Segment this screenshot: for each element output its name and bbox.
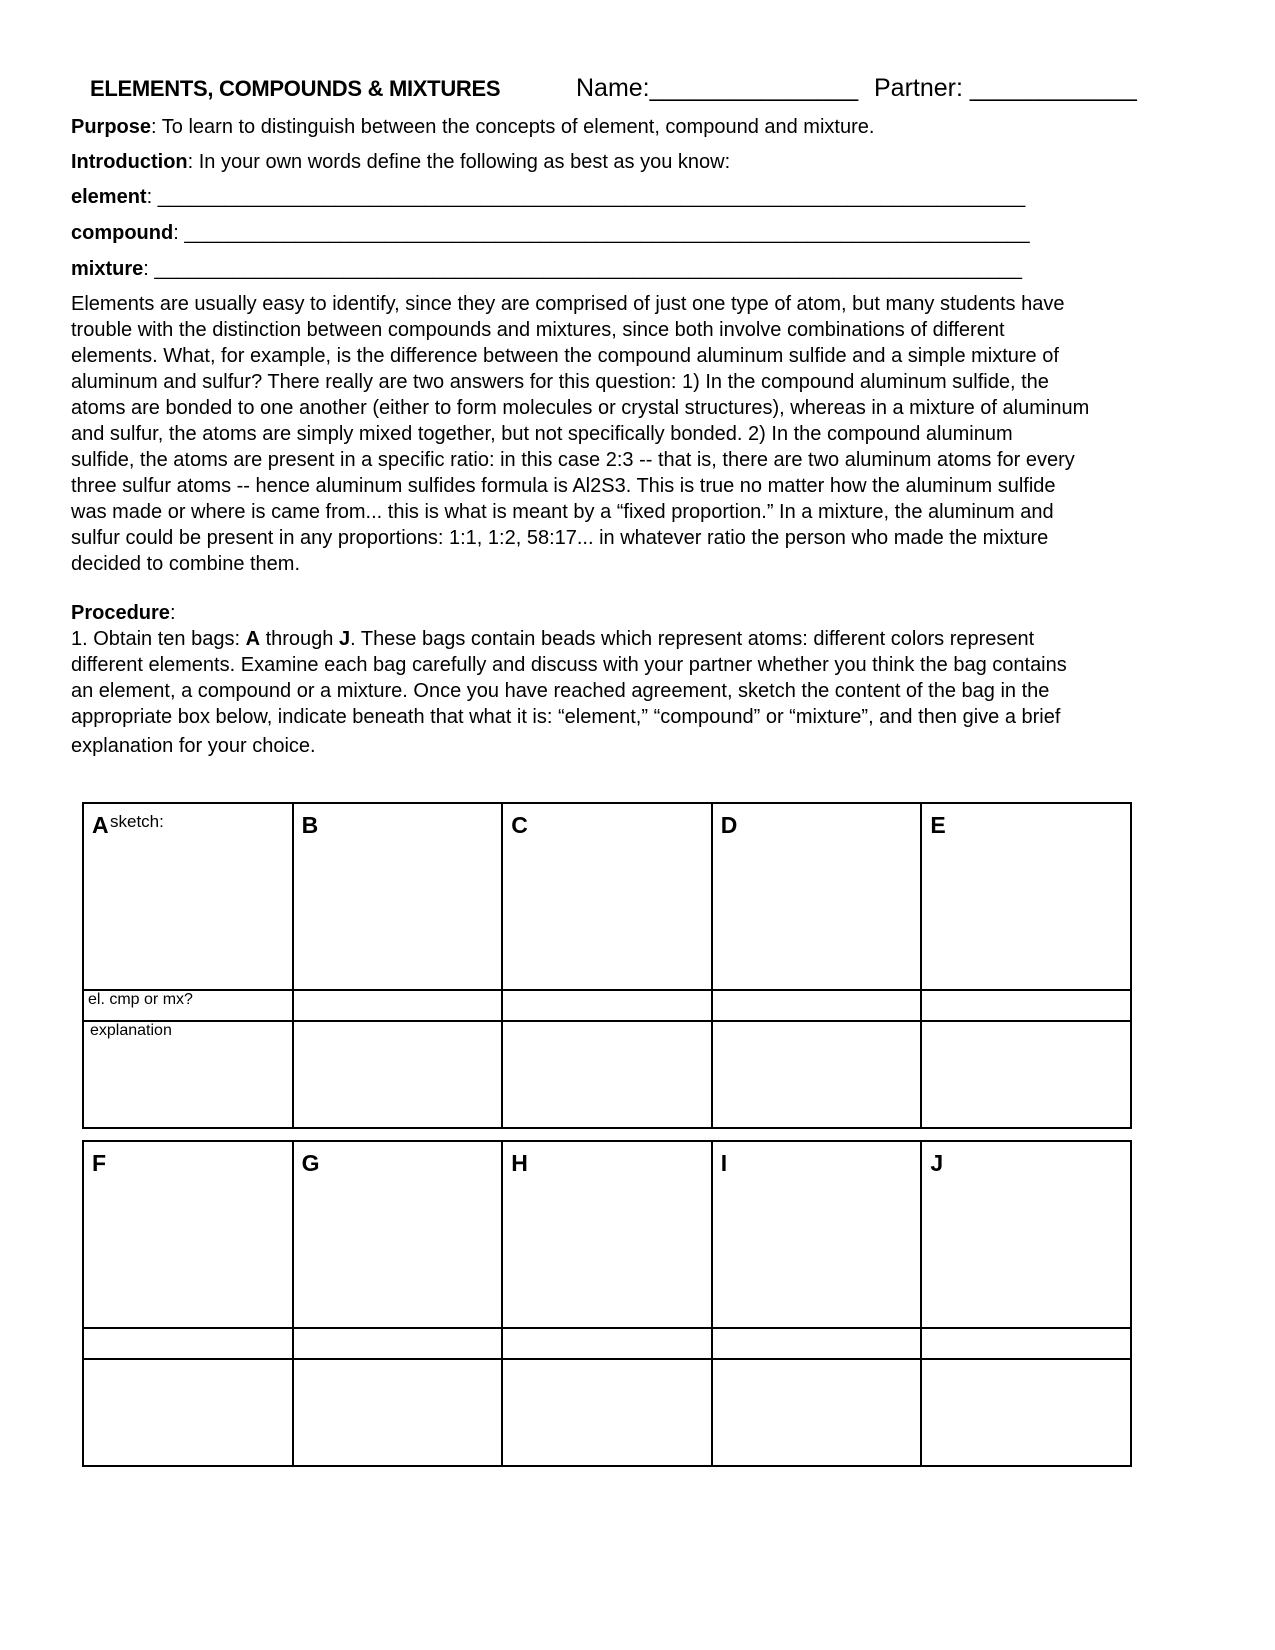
type-cell-g[interactable] bbox=[293, 1328, 503, 1359]
introduction-label: Introduction bbox=[71, 151, 188, 173]
explanation-row-label: explanation bbox=[90, 1022, 172, 1039]
bag-letter: A bbox=[92, 812, 109, 838]
bag-letter: I bbox=[720, 1150, 728, 1176]
definition-blank[interactable]: : ______________________________________________________________________________ bbox=[143, 258, 1022, 280]
bag-letter: E bbox=[930, 812, 946, 838]
explanation-cell-h[interactable] bbox=[502, 1359, 712, 1466]
sketch-cell-h[interactable] bbox=[502, 1141, 712, 1328]
sketch-cell-i[interactable] bbox=[712, 1141, 922, 1328]
procedure-colon: : bbox=[169, 602, 176, 624]
type-cell-h[interactable] bbox=[502, 1328, 712, 1359]
paragraph-line: aluminum and sulfur? There really are two answers for this question: 1) In the compound aluminum sulfide, the bbox=[71, 371, 1049, 393]
definition-term: mixture bbox=[71, 258, 144, 280]
procedure-line: explanation for your choice. bbox=[71, 735, 316, 757]
sketch-cell-e[interactable] bbox=[921, 803, 1131, 990]
bag-letter: D bbox=[720, 812, 738, 838]
sketch-cell-j[interactable] bbox=[921, 1141, 1131, 1328]
sketch-cell-f[interactable] bbox=[83, 1141, 293, 1328]
paragraph-line: decided to combine them. bbox=[71, 553, 301, 575]
type-cell-a[interactable] bbox=[83, 990, 293, 1021]
bag-letter: C bbox=[511, 812, 528, 838]
procedure-line: different elements. Examine each bag carefully and discuss with your partner whether you think the bag contains bbox=[71, 654, 1067, 676]
explanation-cell-a[interactable] bbox=[83, 1021, 293, 1128]
sketch-cell-a[interactable] bbox=[83, 803, 293, 990]
paragraph-line: Elements are usually easy to identify, since they are comprised of just one type of atom, but many students have bbox=[71, 293, 1065, 315]
explanation-cell-e[interactable] bbox=[921, 1021, 1131, 1128]
worksheet-title: ELEMENTS, COMPOUNDS & MIXTURES bbox=[90, 76, 501, 101]
explanation-cell-g[interactable] bbox=[293, 1359, 503, 1466]
sketch-cell-g[interactable] bbox=[293, 1141, 503, 1328]
paragraph-line: trouble with the distinction between compounds and mixtures, since both involve combinations of different bbox=[71, 319, 1005, 341]
paragraph-line: sulfide, the atoms are present in a specific ratio: in this case 2:3 -- that is, there are two aluminum atoms for every bbox=[71, 449, 1075, 471]
first-bag: A bbox=[245, 628, 261, 650]
type-row-label: el. cmp or mx? bbox=[88, 991, 193, 1008]
bag-letter: H bbox=[511, 1150, 528, 1176]
bag-letter: J bbox=[930, 1150, 944, 1176]
bag-letter: G bbox=[301, 1150, 320, 1176]
explanation-paragraph bbox=[71, 291, 1156, 577]
purpose-label: Purpose bbox=[71, 116, 152, 138]
explanation-cell-j[interactable] bbox=[921, 1359, 1131, 1466]
type-cell-e[interactable] bbox=[921, 990, 1131, 1021]
purpose-text: : To learn to distinguish between the concepts of element, compound and mixture. bbox=[151, 116, 875, 138]
purpose-line bbox=[71, 116, 874, 139]
answer-table-a-e bbox=[82, 802, 1132, 1129]
sketch-cell-c[interactable] bbox=[502, 803, 712, 990]
paragraph-line: atoms are bonded to one another (either to form molecules or crystal structures), whereas in a mixture of aluminum bbox=[71, 397, 1090, 419]
step-text: . These bags contain beads which represent atoms: different colors represent bbox=[350, 628, 1035, 650]
procedure-section bbox=[71, 600, 1156, 759]
paragraph-line: was made or where is came from... this is what is meant by a “fixed proportion.” In a mixture, the aluminum and bbox=[71, 501, 1054, 523]
answer-table-f-j bbox=[82, 1140, 1132, 1467]
definition-element[interactable] bbox=[71, 186, 1025, 209]
type-cell-j[interactable] bbox=[921, 1328, 1131, 1359]
step-number: 1. Obtain ten bags: bbox=[71, 628, 246, 650]
procedure-line: an element, a compound or a mixture. Once you have reached agreement, sketch the content of the bag in the bbox=[71, 680, 1050, 702]
sketch-cell-d[interactable] bbox=[712, 803, 922, 990]
paragraph-line: and sulfur, the atoms are simply mixed together, but not specifically bonded. 2) In the compound aluminum bbox=[71, 423, 1013, 445]
procedure-heading bbox=[71, 600, 1156, 626]
type-cell-i[interactable] bbox=[712, 1328, 922, 1359]
type-cell-c[interactable] bbox=[502, 990, 712, 1021]
explanation-cell-b[interactable] bbox=[293, 1021, 503, 1128]
bag-letter: B bbox=[301, 812, 319, 838]
definition-blank[interactable]: : ____________________________________________________________________________ bbox=[173, 222, 1030, 244]
definition-term: element bbox=[71, 186, 147, 208]
bag-letter: F bbox=[92, 1150, 107, 1176]
type-cell-f[interactable] bbox=[83, 1328, 293, 1359]
partner-field[interactable]: Partner: ____________ bbox=[874, 74, 1137, 102]
explanation-cell-f[interactable] bbox=[83, 1359, 293, 1466]
type-cell-b[interactable] bbox=[293, 990, 503, 1021]
through-word: through bbox=[260, 628, 339, 650]
explanation-cell-i[interactable] bbox=[712, 1359, 922, 1466]
procedure-line: appropriate box below, indicate beneath that what it is: “element,” “compound” or “mixture”, and then give a brief bbox=[71, 706, 1061, 728]
procedure-step bbox=[71, 626, 1156, 652]
introduction-line bbox=[71, 151, 730, 174]
paragraph-line: three sulfur atoms -- hence aluminum sulfides formula is Al2S3. This is true no matter how the aluminum sulfide bbox=[71, 475, 1056, 497]
explanation-cell-c[interactable] bbox=[502, 1021, 712, 1128]
paragraph-line: elements. What, for example, is the difference between the compound aluminum sulfide and a simple mixture of bbox=[71, 345, 1059, 367]
paragraph-line: sulfur could be present in any proportions: 1:1, 1:2, 58:17... in whatever ratio the person who made the mixture bbox=[71, 527, 1049, 549]
definition-mixture[interactable] bbox=[71, 258, 1022, 281]
introduction-text: : In your own words define the following as best as you know: bbox=[187, 151, 731, 173]
definition-blank[interactable]: : ______________________________________________________________________________ bbox=[146, 186, 1026, 208]
procedure-label: Procedure bbox=[71, 602, 170, 624]
name-field[interactable]: Name:_______________ bbox=[576, 74, 859, 102]
explanation-cell-d[interactable] bbox=[712, 1021, 922, 1128]
last-bag: J bbox=[338, 628, 351, 650]
definition-term: compound bbox=[71, 222, 174, 244]
type-cell-d[interactable] bbox=[712, 990, 922, 1021]
sketch-cell-b[interactable] bbox=[293, 803, 503, 990]
sketch-label: sketch: bbox=[110, 812, 164, 831]
definition-compound[interactable] bbox=[71, 222, 1030, 245]
